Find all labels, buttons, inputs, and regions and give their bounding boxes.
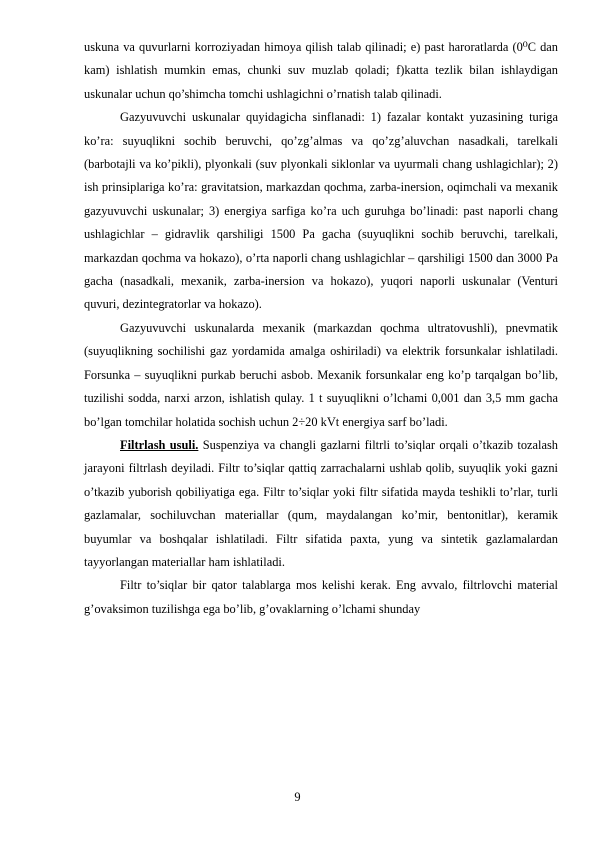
paragraph-1: uskuna va quvurlarni korroziyadan himoya qilish talab qilinadi; e) past haroratlarda (0⁰C dan kam) ishlatish mumkin emas, chunki suv muzlab qoladi; f)katta tezlik bilan ishlaydigan uskunalar uchun qo’shimcha tomchi ushlagichni o’rnatish talab qilinadi. bbox=[84, 40, 558, 101]
paragraph-5: Filtr to’siqlar bir qator talablarga mos kelishi kerak. Eng avvalo, filtrlovchi material g’ovaksimon tuzilishga ega bo’lib, g’ovaklarning o’lchami shunday bbox=[84, 578, 558, 616]
page-number: 9 bbox=[294, 790, 301, 804]
paragraph-2: Gazyuvuvchi uskunalar quyidagicha sinflanadi: 1) fazalar kontakt yuzasining turiga ko’ra: suyuqlikni sochib beruvchi, qo’zg’almas va qo’zg’aluvchan nasadkali, tarelkali (barbotajli va ko’pikli), plyonkali (suv plyonkali siklonlar va uyurmali chang ushlagichlar); 2) ish prinsiplariga ko’ra: gravitatsion, markazdan qochma, zarba-inersion, oqimchali va mexanik gazyuvuvchi uskunalar; 3) energiya sarfiga ko’ra uch guruhga bo’linadi: past naporli chang ushlagichlar – gidravlik qarshiligi 1500 Pa gacha (suyuqlikni sochib beruvchi, tarelkali, markazdan qochma va hokazo), o’rta naporli chang ushlagichlar – qarshiligi 1500 dan 3000 Pa gacha (nasadkali, mexanik, zarba-inersion va hokazo), yuqori naporli uskunalar (Venturi quvuri, dezintegratorlar va hokazo). bbox=[84, 110, 558, 312]
paragraph-4 bbox=[84, 434, 558, 574]
paragraph-3: Gazyuvuvchi uskunalarda mexanik (markazdan qochma ultratovushli), pnevmatik (suyuqlikning sochilishi gaz yordamida amalga oshiriladi) va elektrik forsunkalar ishlatiladi. Forsunka – suyuqlikni purkab beruchi asbob. Mexanik forsunkalar eng ko’p tarqalgan bo’lib, tuzilishi sodda, narxi arzon, ishlatish qulay. 1 t suyuqlikni o’lchami 0,001 dan 3,5 mm gacha bo’lgan tomchilar holatida sochish uchun 2÷20 kVt energiya sarf bo’ladi. bbox=[84, 320, 558, 429]
document-page bbox=[84, 36, 558, 621]
paragraph-4-body: Suspenziya va changli gazlarni filtrli to’siqlar orqali o’tkazib tozalash jarayoni filtrlash deyiladi. Filtr to’siqlar qattiq zarrachalarni ushlab qolib, suyuqlik yoki gazni o’tkazib yuborish qobiliyatiga ega. Filtr to’siqlar yoki filtr sifatida mayda teshikli to’rlar, turli gazlamalar, sochiluvchan materiallar (qum, maydalangan ko’mir, bentonitlar), keramik buyumlar va boshqalar ishlatiladi. Filtr sifatida paxta, yung va sintetik gazlamalardan tayyorlangan materiallar ham ishlatiladi. bbox=[84, 437, 558, 569]
section-term-filtrlash: Filtrlash usuli. bbox=[120, 437, 199, 452]
